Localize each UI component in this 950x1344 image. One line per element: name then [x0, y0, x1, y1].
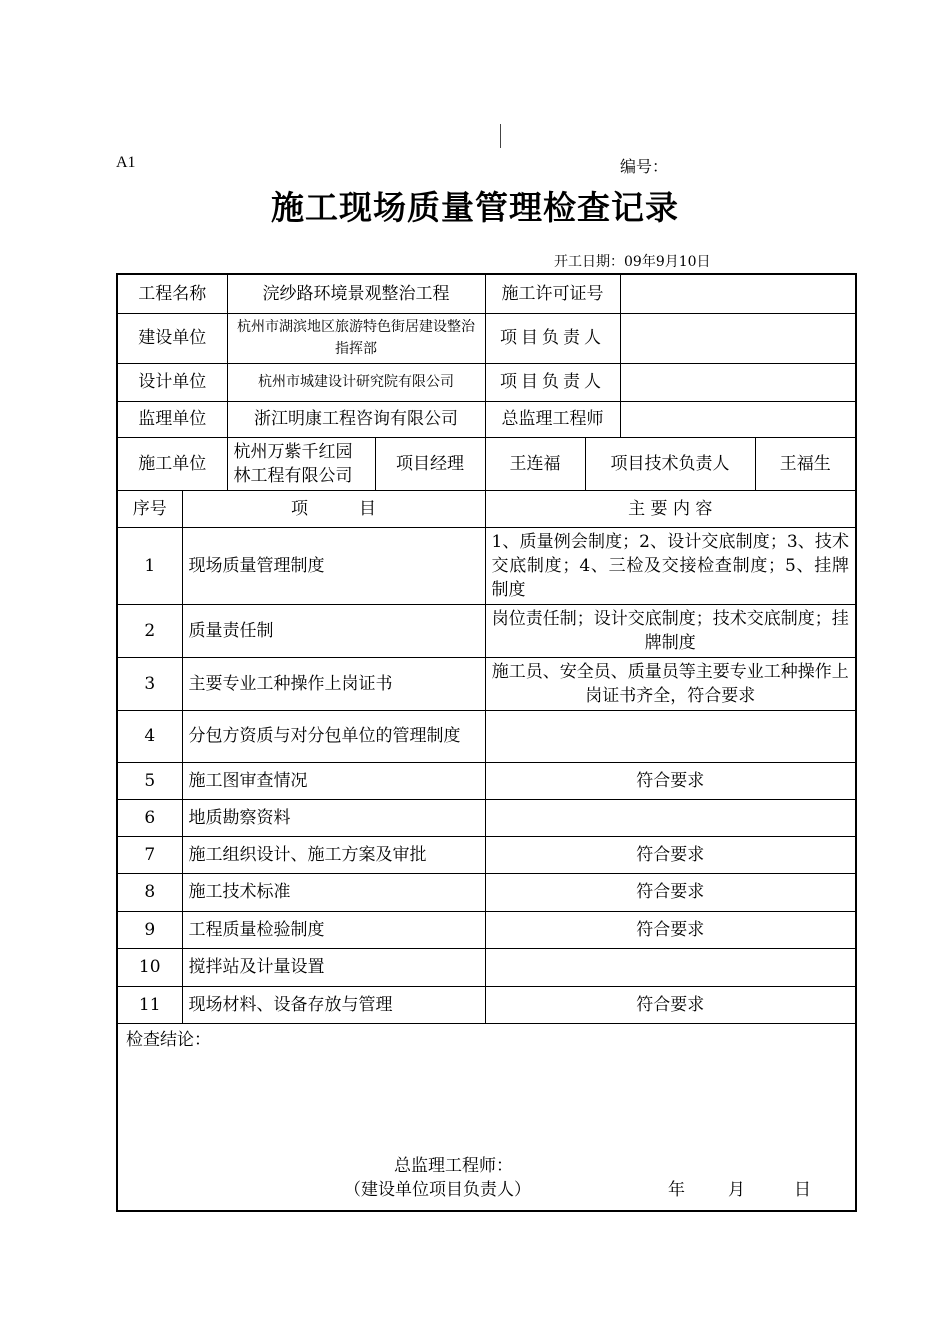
chief-engineer-value — [620, 401, 856, 437]
design-lead-value — [620, 363, 856, 401]
row-item: 工程质量检验制度 — [182, 911, 485, 948]
row-supervision — [117, 401, 856, 437]
table-row — [117, 911, 856, 948]
chief-engineer-label: 总监理工程师 — [485, 401, 620, 437]
contractor-label: 施工单位 — [117, 437, 227, 490]
table-row — [117, 527, 856, 604]
permit-value — [620, 274, 856, 313]
row-item: 质量责任制 — [182, 604, 485, 657]
project-name-value: 浣纱路环境景观整治工程 — [227, 274, 485, 313]
row-contractor — [117, 437, 856, 490]
design-label: 设计单位 — [117, 363, 227, 401]
row-content: 符合要求 — [485, 986, 856, 1023]
row-no: 3 — [117, 657, 182, 710]
row-item: 现场材料、设备存放与管理 — [182, 986, 485, 1023]
col-no-header: 序号 — [117, 490, 182, 527]
form-code: A1 — [116, 154, 136, 171]
conclusion-row — [117, 1023, 856, 1211]
row-item: 分包方资质与对分包单位的管理制度 — [182, 710, 485, 762]
row-no: 1 — [117, 527, 182, 604]
row-item: 搅拌站及计量设置 — [182, 948, 485, 986]
row-content: 符合要求 — [485, 836, 856, 873]
permit-label: 施工许可证号 — [485, 274, 620, 313]
row-content: 符合要求 — [485, 873, 856, 911]
page-title: 施工现场质量管理检查记录 — [271, 188, 679, 227]
table-row — [117, 836, 856, 873]
month-label: 月 — [728, 1179, 745, 1200]
tech-lead-label: 项目技术负责人 — [585, 437, 755, 490]
design-lead-label: 项目负责人 — [485, 363, 620, 401]
row-content: 1、质量例会制度；2、设计交底制度；3、技术交底制度；4、三检及交接检查制度；5、挂牌制度 — [485, 527, 856, 604]
table-row — [117, 873, 856, 911]
table-row — [117, 657, 856, 710]
row-no: 9 — [117, 911, 182, 948]
row-owner — [117, 313, 856, 363]
row-project-name — [117, 274, 856, 313]
table-row — [117, 948, 856, 986]
table-row — [117, 762, 856, 799]
row-no: 8 — [117, 873, 182, 911]
year-label: 年 — [668, 1179, 685, 1200]
row-content: 施工员、安全员、质量员等主要专业工种操作上岗证书齐全，符合要求 — [485, 657, 856, 710]
row-no: 7 — [117, 836, 182, 873]
owner-value: 杭州市湖滨地区旅游特色街居建设整治指挥部 — [227, 313, 485, 363]
supervision-value: 浙江明康工程咨询有限公司 — [227, 401, 485, 437]
contractor-value: 杭州万紫千红园林工程有限公司 — [227, 437, 375, 490]
serial-number-label: 编号： — [620, 157, 669, 176]
manager-value: 王连福 — [485, 437, 585, 490]
row-design — [117, 363, 856, 401]
row-no: 4 — [117, 710, 182, 762]
owner-label: 建设单位 — [117, 313, 227, 363]
chief-signer-label: 总监理工程师： — [394, 1155, 513, 1176]
row-no: 10 — [117, 948, 182, 986]
owner-lead-label: 项目负责人 — [485, 313, 620, 363]
row-no: 11 — [117, 986, 182, 1023]
tech-lead-value: 王福生 — [755, 437, 856, 490]
column-header-row — [117, 490, 856, 527]
row-no: 2 — [117, 604, 182, 657]
col-item-header: 项 目 — [182, 490, 485, 527]
row-content — [485, 948, 856, 986]
row-content: 符合要求 — [485, 762, 856, 799]
row-item: 施工技术标准 — [182, 873, 485, 911]
day-label: 日 — [794, 1179, 811, 1200]
col-content-header: 主 要 内 容 — [485, 490, 856, 527]
supervision-label: 监理单位 — [117, 401, 227, 437]
design-value: 杭州市城建设计研究院有限公司 — [227, 363, 485, 401]
row-item: 施工组织设计、施工方案及审批 — [182, 836, 485, 873]
row-content: 岗位责任制；设计交底制度；技术交底制度；挂牌制度 — [485, 604, 856, 657]
row-item: 施工图审查情况 — [182, 762, 485, 799]
table-row — [117, 710, 856, 762]
owner-lead-value — [620, 313, 856, 363]
row-content: 符合要求 — [485, 911, 856, 948]
inspection-table — [116, 273, 857, 1212]
row-no: 5 — [117, 762, 182, 799]
project-name-label: 工程名称 — [117, 274, 227, 313]
conclusion-label: 检查结论： — [126, 1029, 211, 1050]
manager-label: 项目经理 — [375, 437, 485, 490]
table-row — [117, 799, 856, 836]
row-item: 主要专业工种操作上岗证书 — [182, 657, 485, 710]
row-content — [485, 799, 856, 836]
owner-lead-note: （建设单位项目负责人） — [344, 1179, 531, 1200]
row-content — [485, 710, 856, 762]
row-item: 地质勘察资料 — [182, 799, 485, 836]
conclusion-cell — [117, 1023, 856, 1211]
start-date: 开工日期：09年9月10日 — [554, 254, 711, 270]
table-row — [117, 604, 856, 657]
signature-line — [126, 1178, 847, 1202]
row-item: 现场质量管理制度 — [182, 527, 485, 604]
text-cursor — [500, 124, 501, 148]
table-row — [117, 986, 856, 1023]
row-no: 6 — [117, 799, 182, 836]
